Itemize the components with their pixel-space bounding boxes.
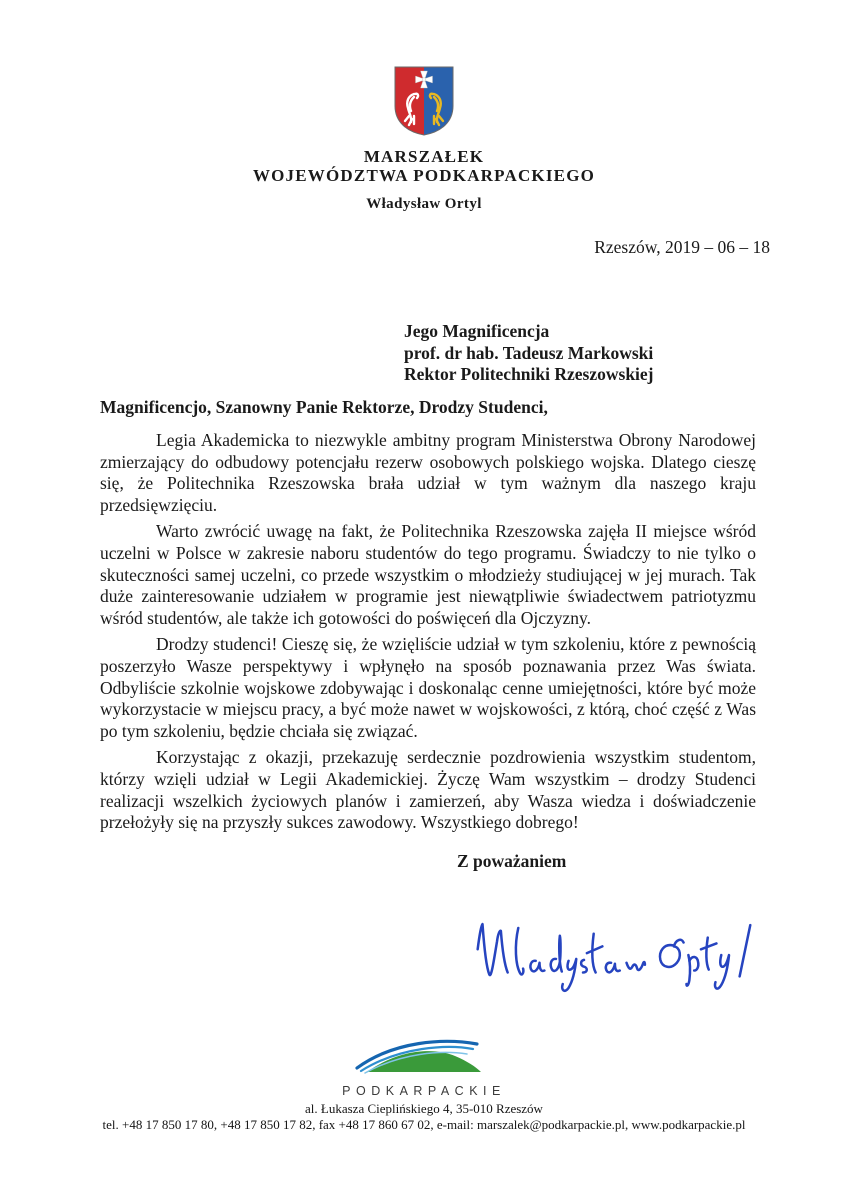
footer-logo-text: PODKARPACKIE — [342, 1084, 506, 1098]
letterhead-title-line2: WOJEWÓDZTWA PODKARPACKIEGO — [252, 166, 596, 185]
podkarpackie-coat-of-arms-icon — [392, 64, 456, 138]
addressee-line3: Rektor Politechniki Rzeszowskiej — [404, 364, 654, 384]
addressee-line2: prof. dr hab. Tadeusz Markowski — [404, 342, 654, 363]
addressee-line1: Jego Magnificencja — [404, 321, 550, 341]
footer-address-block — [0, 1101, 848, 1132]
footer-logo — [0, 1036, 848, 1098]
letterhead-title-line1: MARSZAŁEK — [363, 147, 485, 166]
footer-street-address: al. Łukasza Cieplińskiego 4, 35-010 Rzeszów — [305, 1101, 543, 1116]
signature-ink-icon — [468, 912, 758, 1002]
dateline: Rzeszów, 2019 – 06 – 18 — [594, 237, 770, 257]
paragraph-2: Warto zwrócić uwagę na fakt, że Politechnika Rzeszowska zajęła II miejsce wśród uczelni w Polsce w zakresie naboru studentów do tego programu. Świadczy to nie tylko o skuteczności samej uczelni, co przede wszystkim o młodzieży studiującej w jej murach. Tak duże zainteresowanie udziałem w programie jest niewątpliwie świadectwem patriotyzmu wśród studentów, ale także ich gotowości do poświęceń dla Ojczyzny. — [100, 521, 756, 628]
paragraph-4: Korzystając z okazji, przekazuję serdecznie pozdrowienia wszystkim studentom, którzy wzięli udział w Legii Akademickiej. Życzę Wam wszystkim – drodzy Studenci realizacji wszelkich życiowych planów i zamierzeń, aby Wasza wiedza i doświadczenie przełożyły się na przyszły sukces zawodowy. Wszystkiego dobrego! — [100, 747, 756, 833]
podkarpackie-logo-icon — [349, 1036, 499, 1078]
footer-contact-line: tel. +48 17 850 17 80, +48 17 850 17 82, fax +48 17 860 67 02, e-mail: marszalek@podkarpackie.pl, www.podkarpackie.pl — [102, 1116, 746, 1132]
paragraph-1: Legia Akademicka to niezwykle ambitny program Ministerstwa Obrony Narodowej zmierzający do odbudowy potencjału rezerw osobowych polskiego wojska. Dlatego cieszę się, że Politechnika Rzeszowska brała udział w tym ważnym dla naszego kraju przedsięwzięciu. — [100, 430, 756, 515]
letterhead — [0, 64, 848, 213]
letter-body — [100, 430, 756, 839]
paragraph-3: Drodzy studenci! Cieszę się, że wzięliście udział w tym szkoleniu, które z pewnością poszerzyło Wasze perspektywy i wpłynęło na sposób poznawania przez Was świata. Odbyliście szkolnie wojskowe zdobywając i doskonaląc cenne umiejętności, które być może wykorzystacie w miejscu pracy, a być może nawet w wojskowości, z którą, choć część z Was po tym szkoleniu, będzie chciała się związać. — [100, 634, 756, 741]
letterhead-marshal-name: Władysław Ortyl — [366, 196, 482, 212]
salutation: Magnificencjo, Szanowny Panie Rektorze, Drodzy Studenci, — [100, 397, 548, 417]
closing-phrase: Z poważaniem — [457, 851, 567, 871]
signature-handwriting — [468, 912, 758, 1007]
addressee-block — [404, 321, 654, 386]
